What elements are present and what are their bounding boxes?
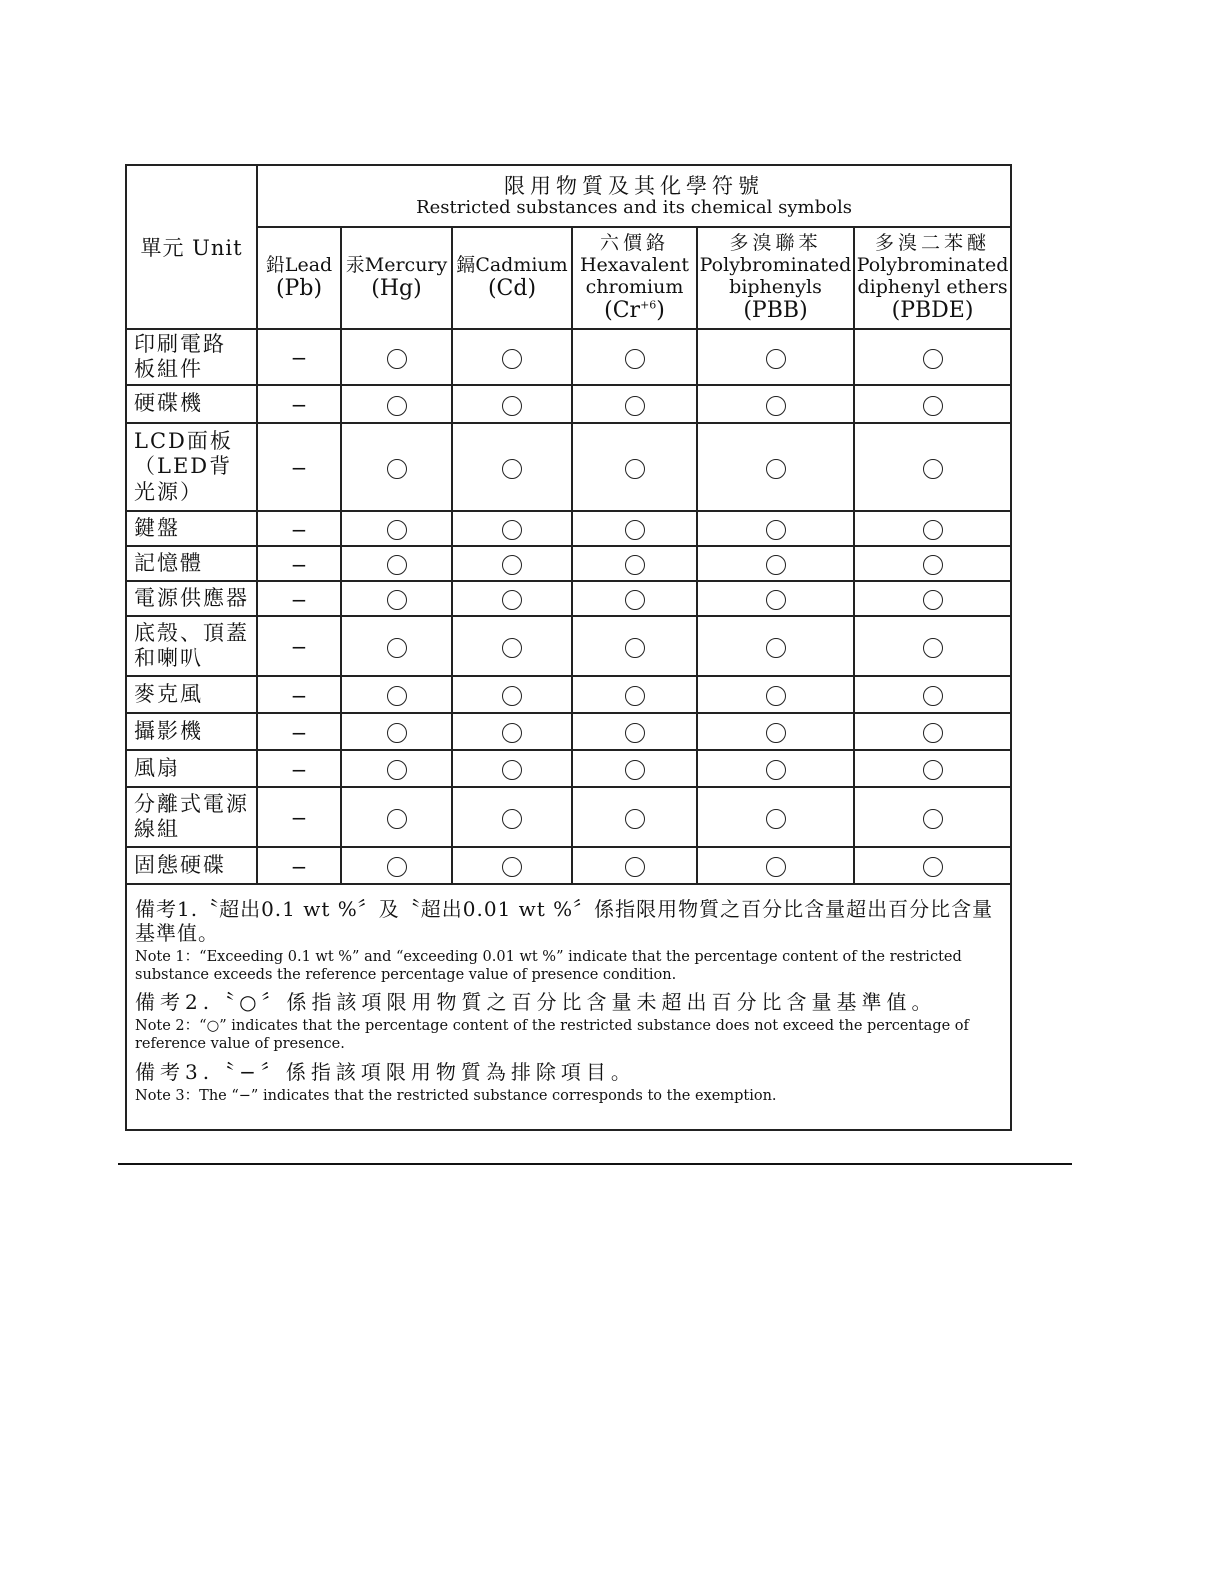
- not-exceeding-mark: [766, 809, 786, 829]
- substance-value-cell: [452, 385, 572, 423]
- table-body: [126, 329, 1011, 884]
- substance-value-cell: [697, 385, 854, 423]
- substance-value-cell: [452, 616, 572, 676]
- table-row: [126, 676, 1011, 713]
- note-3-en: Note 3：The “−” indicates that the restricted substance corresponds to the exemption.: [135, 1087, 777, 1104]
- component-name-line: 攝影機: [134, 718, 203, 743]
- table-row: [126, 616, 1011, 676]
- not-exceeding-mark: [502, 686, 522, 706]
- not-exceeding-mark: [766, 857, 786, 877]
- component-name-cell: [126, 329, 257, 385]
- col-header-pbde: [854, 227, 1011, 329]
- substance-value-cell: [257, 581, 341, 616]
- substances-title-en: Restricted substances and its chemical symbols: [416, 196, 852, 218]
- col-header-zh: 汞: [345, 254, 365, 277]
- not-exceeding-mark: [387, 723, 407, 743]
- substance-value-cell: [854, 847, 1011, 884]
- col-header-en: Lead: [284, 254, 333, 277]
- component-name-line: 光源）: [134, 479, 203, 504]
- component-name-cell: [126, 750, 257, 787]
- exemption-mark: −: [290, 517, 308, 542]
- substance-value-cell: [257, 423, 341, 511]
- substance-value-cell: [341, 329, 452, 385]
- not-exceeding-mark: [625, 349, 645, 369]
- component-name-cell: [126, 847, 257, 884]
- component-name-line: LCD面板: [134, 429, 233, 454]
- substance-value-cell: [572, 511, 697, 546]
- table-row: [126, 787, 1011, 847]
- substance-value-cell: [572, 750, 697, 787]
- not-exceeding-mark: [502, 590, 522, 610]
- not-exceeding-mark: [502, 349, 522, 369]
- col-header-hexavalent-chromium: [572, 227, 697, 329]
- component-name-cell: [126, 511, 257, 546]
- not-exceeding-mark: [766, 686, 786, 706]
- not-exceeding-mark: [502, 520, 522, 540]
- not-exceeding-mark: [502, 809, 522, 829]
- exemption-mark: −: [290, 720, 308, 745]
- table-row: [126, 385, 1011, 423]
- exemption-mark: −: [290, 346, 308, 370]
- component-name-line: 記憶體: [134, 550, 203, 575]
- component-name-line: 底殼、頂蓋: [134, 620, 249, 645]
- substance-value-cell: [341, 713, 452, 750]
- exemption-mark: −: [290, 683, 308, 708]
- substance-value-cell: [572, 546, 697, 581]
- col-header-zh: 六價鉻: [599, 231, 669, 254]
- col-header-line2: diphenyl ethers: [857, 276, 1008, 299]
- rohs-table-container: [125, 164, 1010, 1131]
- component-name-cell: [126, 713, 257, 750]
- not-exceeding-mark: [502, 638, 522, 658]
- not-exceeding-mark: [923, 459, 943, 479]
- component-name-line: 分離式電源: [134, 791, 249, 816]
- not-exceeding-mark: [625, 396, 645, 416]
- not-exceeding-mark: [625, 638, 645, 658]
- not-exceeding-mark: [502, 555, 522, 575]
- component-name-cell: [126, 676, 257, 713]
- component-name-line: 固態硬碟: [134, 852, 226, 877]
- substance-value-cell: [572, 385, 697, 423]
- col-header-zh: 多溴聯苯: [729, 231, 822, 254]
- substance-value-cell: [257, 787, 341, 847]
- not-exceeding-mark: [625, 459, 645, 479]
- substance-value-cell: [341, 616, 452, 676]
- substance-value-cell: [257, 329, 341, 385]
- not-exceeding-mark: [625, 857, 645, 877]
- horizontal-rule: [118, 1163, 1072, 1165]
- not-exceeding-mark: [625, 723, 645, 743]
- substance-value-cell: [572, 616, 697, 676]
- col-header-symbol: (Cd): [487, 276, 537, 302]
- not-exceeding-mark: [766, 723, 786, 743]
- exemption-mark: −: [290, 757, 308, 782]
- not-exceeding-mark: [502, 857, 522, 877]
- col-header-mercury: [341, 227, 452, 329]
- substance-value-cell: [854, 511, 1011, 546]
- col-header-symbol: [573, 298, 696, 324]
- table-row: [126, 511, 1011, 546]
- substance-value-cell: [854, 750, 1011, 787]
- not-exceeding-mark: [923, 520, 943, 540]
- not-exceeding-mark: [387, 459, 407, 479]
- not-exceeding-mark: [766, 590, 786, 610]
- substance-value-cell: [341, 750, 452, 787]
- note-2-zh: 備考2.〝○〞係指該項限用物質之百分比含量未超出百分比含量基準值。: [135, 990, 937, 1015]
- not-exceeding-mark: [923, 590, 943, 610]
- table-row: [126, 546, 1011, 581]
- col-header-line1: Polybrominated: [699, 254, 852, 277]
- exemption-mark: −: [290, 806, 308, 830]
- restricted-substances-table: [125, 164, 1012, 1131]
- not-exceeding-mark: [502, 396, 522, 416]
- substance-value-cell: [257, 385, 341, 423]
- component-name-line: 硬碟機: [134, 391, 203, 416]
- substance-value-cell: [572, 787, 697, 847]
- not-exceeding-mark: [766, 520, 786, 540]
- substance-value-cell: [572, 847, 697, 884]
- not-exceeding-mark: [625, 520, 645, 540]
- component-name-line: （LED背: [134, 454, 233, 479]
- not-exceeding-mark: [387, 396, 407, 416]
- not-exceeding-mark: [766, 638, 786, 658]
- not-exceeding-mark: [387, 520, 407, 540]
- component-name-cell: [126, 616, 257, 676]
- substance-value-cell: [697, 511, 854, 546]
- substance-value-cell: [697, 329, 854, 385]
- not-exceeding-mark: [923, 686, 943, 706]
- substance-value-cell: [854, 423, 1011, 511]
- exemption-mark: −: [290, 552, 308, 577]
- substance-value-cell: [341, 847, 452, 884]
- table-row: [126, 423, 1011, 511]
- note-2-en: Note 2：“○” indicates that the percentage content of the restricted substance does not exceed the percentage of reference value of presence.: [135, 1018, 969, 1053]
- notes-cell: [126, 884, 1011, 1130]
- substance-value-cell: [854, 581, 1011, 616]
- col-header-line1: Polybrominated: [856, 254, 1009, 277]
- col-header-symbol: (PBDE): [891, 298, 974, 324]
- not-exceeding-mark: [387, 760, 407, 780]
- not-exceeding-mark: [625, 686, 645, 706]
- substance-value-cell: [572, 329, 697, 385]
- component-name-line: 印刷電路: [134, 331, 226, 356]
- component-name-line: 板組件: [134, 357, 203, 381]
- component-name-line: 和喇叭: [134, 646, 203, 670]
- component-name-line: 麥克風: [134, 681, 203, 706]
- col-header-en: Cadmium: [475, 254, 568, 277]
- substance-value-cell: [341, 423, 452, 511]
- substance-value-cell: [341, 511, 452, 546]
- substance-value-cell: [452, 329, 572, 385]
- component-name-cell: [126, 787, 257, 847]
- substance-value-cell: [452, 713, 572, 750]
- substance-value-cell: [257, 511, 341, 546]
- unit-header: 單元 Unit: [126, 165, 257, 329]
- not-exceeding-mark: [923, 760, 943, 780]
- col-header-line2: chromium: [585, 276, 684, 299]
- col-header-zh: 多溴二苯醚: [875, 231, 991, 254]
- not-exceeding-mark: [387, 555, 407, 575]
- exemption-mark: −: [290, 393, 308, 417]
- not-exceeding-mark: [766, 760, 786, 780]
- col-header-symbol: (Hg): [371, 276, 422, 302]
- substance-value-cell: [257, 676, 341, 713]
- col-header-cadmium: [452, 227, 572, 329]
- substance-value-cell: [572, 581, 697, 616]
- exemption-mark: −: [290, 456, 308, 480]
- not-exceeding-mark: [387, 638, 407, 658]
- substance-value-cell: [572, 423, 697, 511]
- not-exceeding-mark: [923, 809, 943, 829]
- component-name-line: 線組: [134, 817, 180, 841]
- substance-value-cell: [341, 676, 452, 713]
- symbol-base: (Cr: [604, 298, 641, 324]
- symbol-superscript: +6: [640, 299, 657, 313]
- component-name-cell: [126, 385, 257, 423]
- substance-value-cell: [697, 616, 854, 676]
- notes-row: [126, 884, 1011, 1130]
- substance-value-cell: [257, 713, 341, 750]
- substance-value-cell: [452, 423, 572, 511]
- not-exceeding-mark: [625, 555, 645, 575]
- not-exceeding-mark: [923, 349, 943, 369]
- substance-value-cell: [697, 423, 854, 511]
- table-row: [126, 581, 1011, 616]
- component-name-line: 風扇: [134, 755, 180, 780]
- table-row: [126, 713, 1011, 750]
- col-header-symbol: (PBB): [743, 298, 808, 324]
- substance-value-cell: [452, 676, 572, 713]
- symbol-end: ): [656, 298, 665, 324]
- not-exceeding-mark: [387, 857, 407, 877]
- exemption-mark: −: [290, 854, 308, 879]
- substance-value-cell: [341, 546, 452, 581]
- not-exceeding-mark: [923, 857, 943, 877]
- not-exceeding-mark: [502, 723, 522, 743]
- col-header-symbol: (Pb): [275, 276, 323, 302]
- substance-value-cell: [572, 676, 697, 713]
- not-exceeding-mark: [766, 459, 786, 479]
- substance-value-cell: [257, 616, 341, 676]
- component-name-cell: [126, 581, 257, 616]
- not-exceeding-mark: [387, 590, 407, 610]
- substance-value-cell: [257, 750, 341, 787]
- table-row: [126, 329, 1011, 385]
- not-exceeding-mark: [387, 809, 407, 829]
- substance-value-cell: [854, 616, 1011, 676]
- not-exceeding-mark: [923, 555, 943, 575]
- substance-value-cell: [697, 581, 854, 616]
- substance-value-cell: [572, 713, 697, 750]
- substance-value-cell: [452, 750, 572, 787]
- substance-value-cell: [697, 546, 854, 581]
- substance-value-cell: [854, 787, 1011, 847]
- component-name-line: 電源供應器: [134, 585, 249, 610]
- col-header-pbb: [697, 227, 854, 329]
- not-exceeding-mark: [766, 555, 786, 575]
- not-exceeding-mark: [625, 809, 645, 829]
- col-header-lead: [257, 227, 341, 329]
- substance-value-cell: [341, 581, 452, 616]
- substance-value-cell: [452, 546, 572, 581]
- not-exceeding-mark: [502, 760, 522, 780]
- component-name-cell: [126, 423, 257, 511]
- not-exceeding-mark: [766, 396, 786, 416]
- col-header-zh: 鎘: [456, 254, 476, 277]
- not-exceeding-mark: [923, 638, 943, 658]
- substances-title-zh: 限用物質及其化學符號: [504, 173, 765, 198]
- table-row: [126, 847, 1011, 884]
- note-3-zh: 備考3.〝−〞係指該項限用物質為排除項目。: [135, 1059, 636, 1084]
- substance-value-cell: [854, 546, 1011, 581]
- note-1-en: Note 1：“Exceeding 0.1 wt %” and “exceeding 0.01 wt %” indicate that the percentage content of the restricted substance exceeds the reference percentage value of presence condition.: [135, 949, 962, 983]
- header-row-title: [126, 165, 1011, 227]
- not-exceeding-mark: [625, 760, 645, 780]
- substance-value-cell: [854, 385, 1011, 423]
- substance-value-cell: [697, 750, 854, 787]
- substance-value-cell: [257, 847, 341, 884]
- substance-value-cell: [697, 847, 854, 884]
- substance-value-cell: [452, 581, 572, 616]
- table-row: [126, 750, 1011, 787]
- note-1-zh: 備考1.〝超出0.1 wt %〞及〝超出0.01 wt %〞係指限用物質之百分比含量超出百分比含量基準值。: [135, 897, 994, 945]
- not-exceeding-mark: [766, 349, 786, 369]
- col-header-line1: Hexavalent: [579, 254, 690, 277]
- not-exceeding-mark: [387, 686, 407, 706]
- exemption-mark: −: [290, 587, 308, 612]
- substance-value-cell: [257, 546, 341, 581]
- col-header-zh: 鉛: [265, 254, 285, 277]
- header-row-substances: [126, 227, 1011, 329]
- substance-value-cell: [452, 511, 572, 546]
- substance-value-cell: [854, 713, 1011, 750]
- substance-value-cell: [854, 329, 1011, 385]
- exemption-mark: −: [290, 635, 308, 659]
- col-header-line2: biphenyls: [729, 276, 822, 299]
- substance-value-cell: [452, 847, 572, 884]
- col-header-en: Mercury: [364, 254, 448, 277]
- not-exceeding-mark: [387, 349, 407, 369]
- component-name-cell: [126, 546, 257, 581]
- substances-title-cell: [257, 165, 1011, 227]
- substance-value-cell: [341, 385, 452, 423]
- substance-value-cell: [697, 713, 854, 750]
- not-exceeding-mark: [923, 396, 943, 416]
- component-name-line: 鍵盤: [134, 515, 180, 540]
- substance-value-cell: [341, 787, 452, 847]
- not-exceeding-mark: [923, 723, 943, 743]
- not-exceeding-mark: [502, 459, 522, 479]
- substance-value-cell: [697, 676, 854, 713]
- substance-value-cell: [452, 787, 572, 847]
- substance-value-cell: [854, 676, 1011, 713]
- not-exceeding-mark: [625, 590, 645, 610]
- substance-value-cell: [697, 787, 854, 847]
